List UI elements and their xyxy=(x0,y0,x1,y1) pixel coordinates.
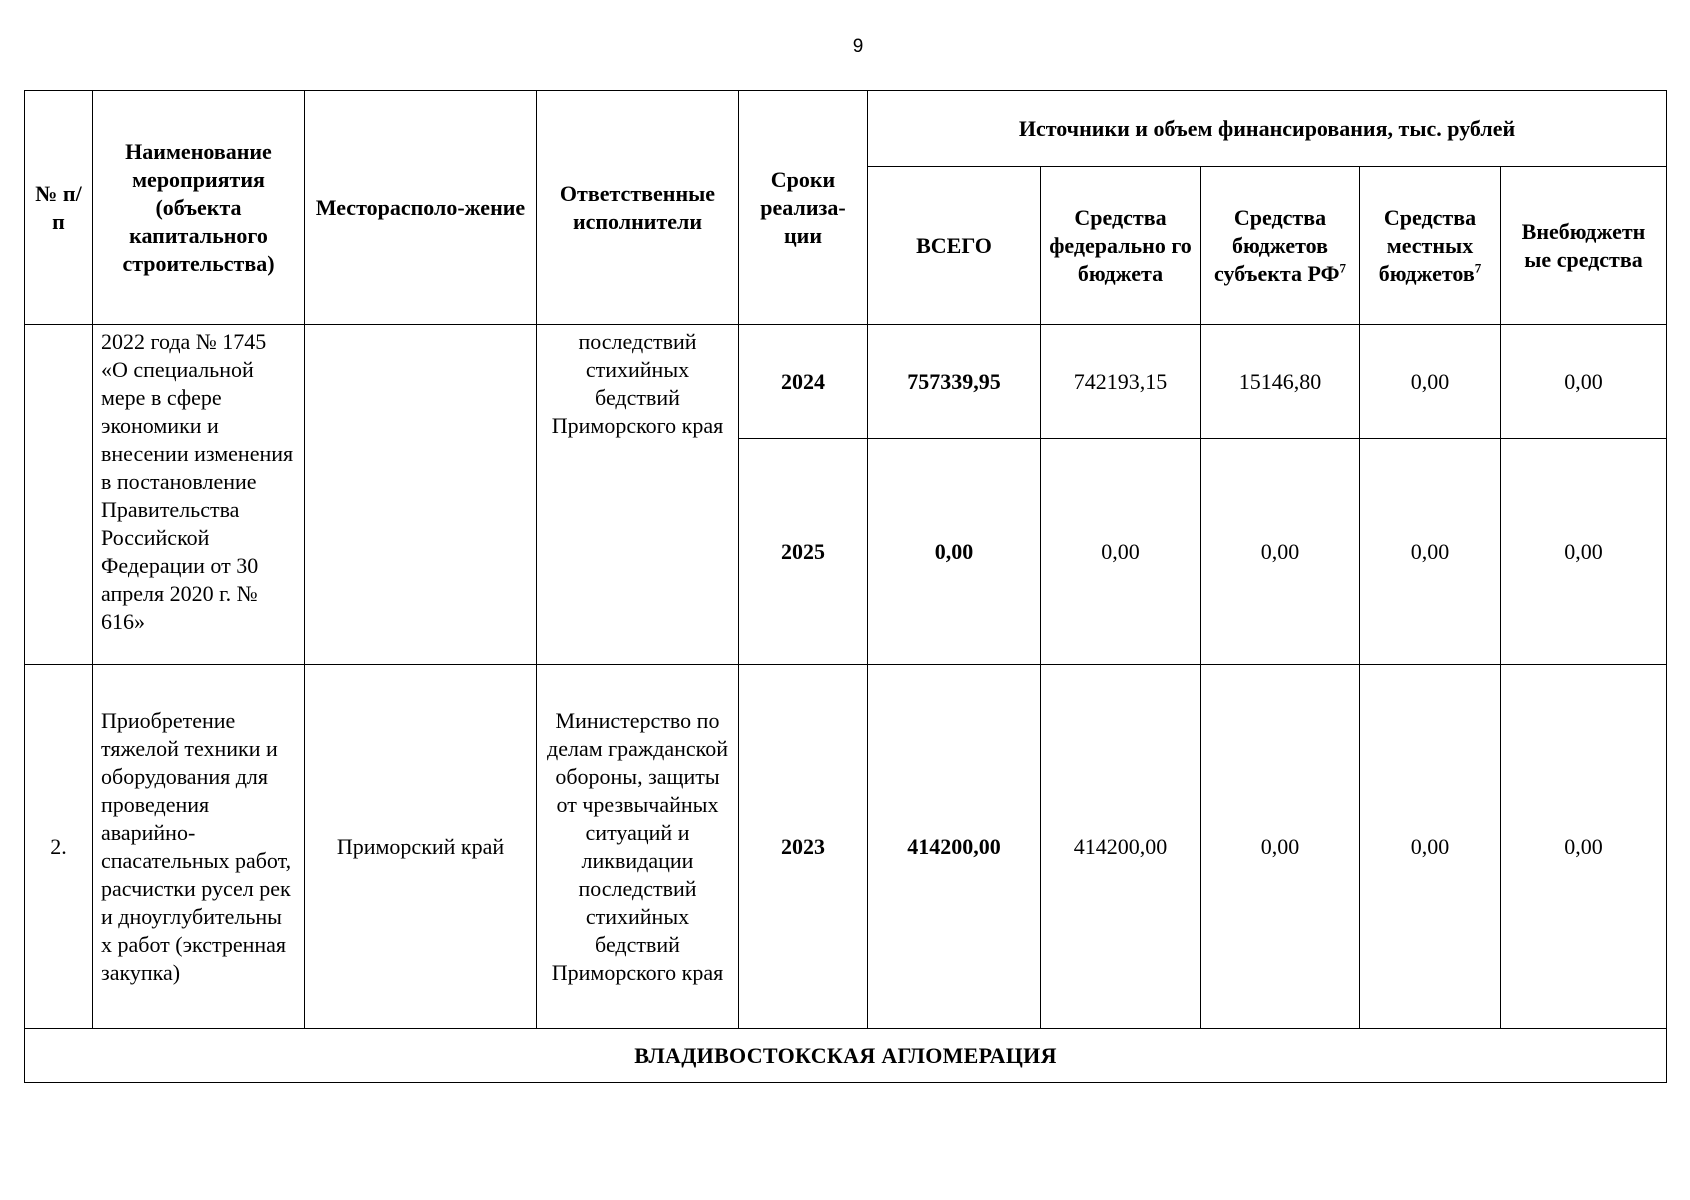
row2-regional-2023: 0,00 xyxy=(1201,665,1360,1029)
row1-federal-2024: 742193,15 xyxy=(1041,325,1201,439)
row2-year-2023: 2023 xyxy=(739,665,868,1029)
section-title: ВЛАДИВОСТОКСКАЯ АГЛОМЕРАЦИЯ xyxy=(25,1029,1667,1083)
header-name: Наименование мероприятия (объекта капитального строительства) xyxy=(93,91,305,325)
row1-regional-2025: 0,00 xyxy=(1201,439,1360,665)
row1-regional-2024: 15146,80 xyxy=(1201,325,1360,439)
row1-year-2025: 2025 xyxy=(739,439,868,665)
header-funding-group: Источники и объем финансирования, тыс. рублей xyxy=(868,91,1667,167)
header-num: № п/п xyxy=(25,91,93,325)
header-federal: Средства федерально го бюджета xyxy=(1041,167,1201,325)
header-period: Сроки реализа-ции xyxy=(739,91,868,325)
row1-name: 2022 года № 1745 «О специальной мере в сфере экономики и внесении изменения в постановление Правительства Российской Федерации от 30 апреля 2020 г. № 616» xyxy=(93,325,305,665)
header-local xyxy=(1360,167,1501,325)
financing-table xyxy=(24,90,1667,1083)
header-responsible: Ответственные исполнители xyxy=(537,91,739,325)
row1-local-2024: 0,00 xyxy=(1360,325,1501,439)
row1-offbudget-2025: 0,00 xyxy=(1501,439,1667,665)
row2-total-2023: 414200,00 xyxy=(868,665,1041,1029)
row1-federal-2025: 0,00 xyxy=(1041,439,1201,665)
row2-num: 2. xyxy=(25,665,93,1029)
header-regional-footnote: 7 xyxy=(1339,260,1346,276)
row2-local-2023: 0,00 xyxy=(1360,665,1501,1029)
header-location: Месторасполо-жение xyxy=(305,91,537,325)
row2-offbudget-2023: 0,00 xyxy=(1501,665,1667,1029)
row1-year-2024: 2024 xyxy=(739,325,868,439)
row1-total-2024: 757339,95 xyxy=(868,325,1041,439)
table-row xyxy=(25,665,1667,1029)
row2-federal-2023: 414200,00 xyxy=(1041,665,1201,1029)
header-local-text: Средства местных бюджетов xyxy=(1378,204,1477,286)
row1-local-2025: 0,00 xyxy=(1360,439,1501,665)
row2-name: Приобретение тяжелой техники и оборудования для проведения аварийно-спасательных работ, расчистки русел рек и дноуглубительны х работ (экстренная закупка) xyxy=(93,665,305,1029)
row1-offbudget-2024: 0,00 xyxy=(1501,325,1667,439)
header-regional-text: Средства бюджетов субъекта РФ xyxy=(1214,204,1340,286)
header-regional xyxy=(1201,167,1360,325)
header-local-footnote: 7 xyxy=(1474,260,1482,276)
row1-total-2025: 0,00 xyxy=(868,439,1041,665)
row1-location xyxy=(305,325,537,665)
row1-responsible: последствий стихийных бедствий Приморского края xyxy=(537,325,739,665)
row2-responsible: Министерство по делам гражданской обороны, защиты от чрезвычайных ситуаций и ликвидации последствий стихийных бедствий Приморского края xyxy=(537,665,739,1029)
header-offbudget: Внебюджетн ые средства xyxy=(1501,167,1667,325)
table-row xyxy=(25,325,1667,439)
header-total: ВСЕГО xyxy=(868,167,1041,325)
row2-location: Приморский край xyxy=(305,665,537,1029)
row1-num xyxy=(25,325,93,665)
page-number: 9 xyxy=(852,36,864,57)
